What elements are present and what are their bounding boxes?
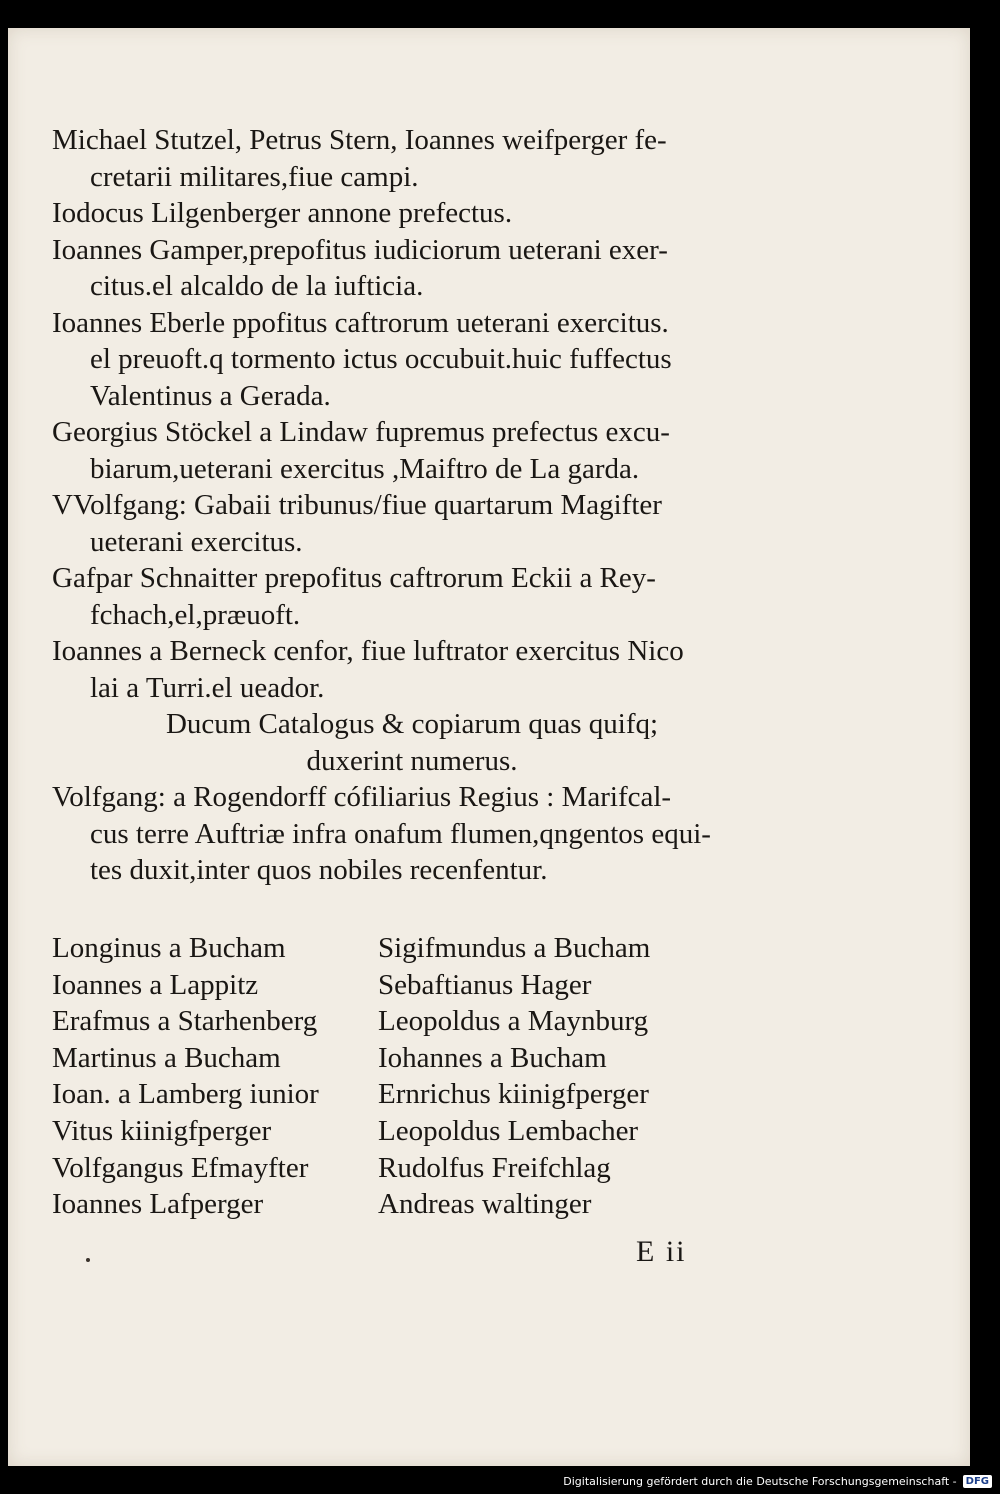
- text-line: VVolfgang: Gabaii tribunus/fiue quartarum Magifter: [52, 489, 662, 521]
- text-line: Ioannes a Berneck cenfor, fiue luftrator exercitus Nico: [52, 635, 684, 667]
- text-line: tes duxit,inter quos nobiles recenfentur.: [90, 854, 548, 886]
- noble-name: Erafmus a Starhenberg: [52, 1005, 318, 1038]
- text-line: Ioannes Gamper,prepofitus iudiciorum ueterani exer-: [52, 233, 668, 266]
- noble-name: Martinus a Bucham: [52, 1041, 281, 1074]
- text-line: fchach,el,præuoft.: [90, 598, 301, 631]
- section-heading: duxerint numerus.: [306, 744, 518, 777]
- text-line: Ioannes Eberle ppofitus caftrorum ueterani exercitus.: [52, 306, 669, 339]
- digitization-footer: [563, 1472, 992, 1490]
- text-line: Michael Stutzel, Petrus Stern, Ioannes weifperger fe-: [52, 124, 667, 156]
- text-line: lai a Turri.el ueador.: [90, 671, 325, 704]
- text-line: cretarii militares,fiue campi.: [90, 160, 419, 193]
- text-line: citus.el alcaldo de la iufticia.: [90, 270, 424, 302]
- text-line: Georgius Stöckel a Lindaw fupremus prefectus excu-: [52, 416, 670, 448]
- text-line: cus terre Auftriæ infra onafum flumen,qngentos equi-: [90, 817, 711, 850]
- noble-name: Leopoldus a Maynburg: [378, 1005, 649, 1038]
- book-page: [8, 28, 970, 1466]
- noble-name: Ioannes a Lappitz: [52, 968, 259, 1001]
- text-line: biarum,ueterani exercitus ,Maiftro de La garda.: [90, 452, 640, 485]
- page-text: [52, 122, 772, 889]
- dfg-logo: DFG: [963, 1475, 992, 1488]
- text-line: Volfgang: a Rogendorff cófiliarius Regius : Marifcal-: [52, 781, 672, 813]
- noble-name: Ioan. a Lamberg iunior: [52, 1078, 319, 1111]
- noble-name: Rudolfus Freifchlag: [378, 1151, 611, 1184]
- text-line: Iodocus Lilgenberger annone prefectus.: [52, 197, 513, 229]
- text-line: Valentinus a Gerada.: [90, 379, 331, 412]
- noble-name: Leopoldus Lembacher: [378, 1114, 639, 1147]
- text-line: ueterani exercitus.: [90, 525, 303, 558]
- footer-text: Digitalisierung gefördert durch die Deutsche Forschungsgemeinschaft -: [563, 1474, 957, 1488]
- nobles-list: [52, 930, 772, 1223]
- nobles-right-column: [378, 930, 772, 1223]
- text-line: el preuoft.q tormento ictus occubuit.huic fuffectus: [90, 343, 672, 375]
- noble-name: Vitus kiinigfperger: [52, 1114, 272, 1147]
- noble-name: Volfgangus Efmayfter: [52, 1151, 309, 1184]
- noble-name: Andreas waltinger: [378, 1188, 592, 1221]
- section-heading: Ducum Catalogus & copiarum quas quifq;: [165, 708, 659, 740]
- noble-name: Ernrichus kiinigfperger: [378, 1078, 649, 1111]
- noble-name: Longinus a Bucham: [52, 932, 286, 964]
- ink-speck: [86, 1258, 90, 1262]
- noble-name: Sigifmundus a Bucham: [378, 932, 651, 964]
- noble-name: Sebaftianus Hager: [378, 968, 592, 1001]
- text-line: Gafpar Schnaitter prepofitus caftrorum Eckii a Rey-: [52, 562, 656, 594]
- nobles-left-column: [52, 930, 378, 1223]
- signature-mark: E ii: [636, 1235, 687, 1268]
- noble-name: Iohannes a Bucham: [378, 1041, 607, 1074]
- noble-name: Ioannes Lafperger: [52, 1188, 264, 1221]
